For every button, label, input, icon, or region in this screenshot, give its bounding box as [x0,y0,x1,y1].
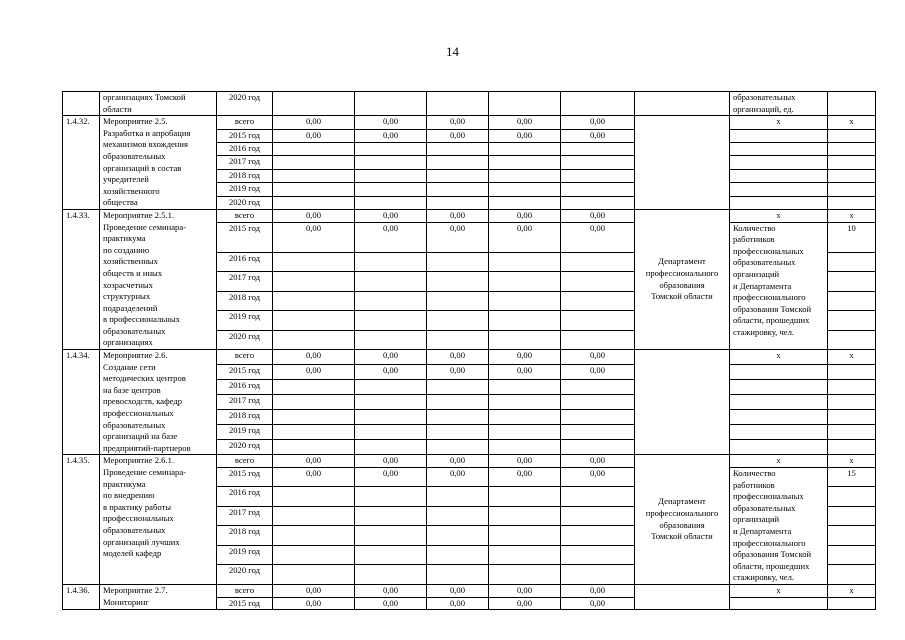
funding-value: 0,00 [273,222,355,252]
funding-value [427,196,489,209]
funding-value: 0,00 [273,584,355,597]
funding-value: 0,00 [355,365,427,380]
responsible-department [635,92,730,116]
funding-value [489,565,561,585]
indicator-value [828,487,876,506]
funding-value [427,506,489,525]
funding-value: 0,00 [561,597,635,610]
funding-value [355,196,427,209]
year-cell: 2015 год [217,597,273,610]
funding-value [273,440,355,455]
funding-value [561,169,635,182]
funding-value [561,380,635,395]
indicator-cell [730,196,828,209]
year-cell: 2017 год [217,156,273,169]
year-cell: всего [217,584,273,597]
indicator-value [828,330,876,350]
funding-value [489,526,561,545]
funding-value [273,92,355,116]
year-cell: 2017 год [217,506,273,525]
year-cell: 2018 год [217,169,273,182]
funding-value [273,142,355,155]
funding-value [561,142,635,155]
funding-value [355,440,427,455]
indicator-value: х [828,209,876,222]
funding-value [355,156,427,169]
funding-value: 0,00 [489,116,561,129]
funding-value [427,425,489,440]
funding-value [355,425,427,440]
funding-value: 0,00 [273,116,355,129]
funding-value: 0,00 [355,468,427,487]
indicator-value [828,597,876,610]
indicator-value: 10 [828,222,876,252]
indicator-value [828,395,876,410]
indicator-value: х [828,584,876,597]
funding-value [489,311,561,330]
funding-value: 0,00 [355,116,427,129]
activity-number [63,92,100,116]
year-cell: 2015 год [217,365,273,380]
funding-value: 0,00 [561,222,635,252]
funding-value [561,440,635,455]
funding-value: 0,00 [561,584,635,597]
funding-value [355,487,427,506]
year-cell: всего [217,209,273,222]
funding-value [561,395,635,410]
funding-value [489,272,561,291]
indicator-cell [730,440,828,455]
year-cell: 2016 год [217,252,273,271]
funding-value [489,92,561,116]
indicator-value [828,440,876,455]
funding-value: 0,00 [427,350,489,365]
funding-value [355,169,427,182]
year-cell: 2020 год [217,565,273,585]
funding-value [489,183,561,196]
activity-name: Мероприятие 2.6. Создание сети методических центров на базе центров превосходств, кафедр профессиональных образовательных организаций на базе предприятий-партнеров [100,350,217,455]
funding-value [427,330,489,350]
funding-value [427,291,489,310]
funding-value: 0,00 [355,222,427,252]
year-cell: всего [217,116,273,129]
year-cell: 2015 год [217,222,273,252]
activity-name: Мероприятие 2.5.1. Проведение семинара- практикума по созданию хозяйственных обществ и иных хозрасчетных структурных подразделений в профессиональных образовательных организациях [100,209,217,349]
year-cell: 2017 год [217,395,273,410]
funding-value [561,291,635,310]
funding-value [427,440,489,455]
funding-value [561,425,635,440]
indicator-value: х [828,116,876,129]
funding-value [489,410,561,425]
indicator-value: х [828,455,876,468]
funding-value: 0,00 [489,365,561,380]
funding-value [561,252,635,271]
funding-value: 0,00 [273,468,355,487]
year-cell: 2020 год [217,196,273,209]
funding-value [273,169,355,182]
funding-value [273,487,355,506]
funding-value [273,330,355,350]
indicator-value [828,272,876,291]
funding-value [355,565,427,585]
year-cell: 2018 год [217,410,273,425]
indicator-value [828,169,876,182]
funding-value: 0,00 [561,209,635,222]
activity-name: Мероприятие 2.5. Разработка и апробация механизмов вхождения образовательных организаций в состав учредителей хозяйственного общества [100,116,217,210]
indicator-value [828,142,876,155]
funding-value [273,395,355,410]
activity-number: 1.4.33. [63,209,100,349]
indicator-value: 15 [828,468,876,487]
year-cell: всего [217,350,273,365]
indicator-cell [730,597,828,610]
funding-value: 0,00 [355,209,427,222]
indicator-cell [730,169,828,182]
funding-value [489,142,561,155]
funding-value: 0,00 [561,468,635,487]
activity-number: 1.4.32. [63,116,100,210]
responsible-department: Департамент профессионального образования Томской области [635,209,730,349]
funding-value [489,545,561,564]
funding-value [561,526,635,545]
funding-value [355,291,427,310]
funding-value [427,311,489,330]
funding-value [561,183,635,196]
activity-name: Мероприятие 2.7. Мониторинг [100,584,217,609]
indicator-value [828,196,876,209]
funding-value [561,330,635,350]
indicator-text: Количество работников профессиональных образовательных организаций и Департамента профессионального образования Томской области, прошедших стажировку, чел. [730,222,828,350]
indicator-text: Количество работников профессиональных образовательных организаций и Департамента профессионального образования Томской области, прошедших стажировку, чел. [730,468,828,585]
funding-value [427,252,489,271]
indicator-cell [730,380,828,395]
funding-value [355,506,427,525]
funding-value: 0,00 [427,468,489,487]
indicator-cell [730,425,828,440]
indicator-value [828,291,876,310]
indicator-value [828,365,876,380]
year-cell: 2019 год [217,311,273,330]
indicator-value [828,565,876,585]
funding-value [561,545,635,564]
funding-value [489,440,561,455]
indicator-cell [730,129,828,142]
funding-value [489,252,561,271]
funding-value: 0,00 [273,365,355,380]
indicator-cell: х [730,455,828,468]
funding-value [561,565,635,585]
year-cell: 2015 год [217,468,273,487]
funding-value [427,156,489,169]
funding-value [355,410,427,425]
funding-value [489,169,561,182]
funding-value [427,395,489,410]
funding-value [427,183,489,196]
funding-value [561,506,635,525]
funding-value: 0,00 [489,584,561,597]
indicator-value [828,526,876,545]
indicator-value [828,156,876,169]
funding-value: 0,00 [561,129,635,142]
page-number: 14 [446,44,459,59]
funding-value [355,380,427,395]
indicator-value [828,410,876,425]
funding-value: 0,00 [489,209,561,222]
funding-value: 0,00 [427,209,489,222]
indicator-cell [730,395,828,410]
year-cell: 2020 год [217,440,273,455]
funding-value [489,330,561,350]
responsible-department [635,584,730,609]
funding-value: 0,00 [489,222,561,252]
funding-value [355,142,427,155]
funding-value: 0,00 [355,350,427,365]
funding-value: 0,00 [561,350,635,365]
funding-value: 0,00 [427,597,489,610]
activity-number: 1.4.34. [63,350,100,455]
table-row [63,584,876,597]
funding-value [427,272,489,291]
indicator-cell [730,410,828,425]
funding-value [561,156,635,169]
table-row [63,116,876,129]
funding-value [427,380,489,395]
table-row [63,350,876,365]
funding-value: 0,00 [273,455,355,468]
funding-value [561,410,635,425]
indicator-value [828,425,876,440]
indicator-cell: х [730,209,828,222]
funding-value [489,506,561,525]
indicator-cell [730,142,828,155]
funding-value [561,311,635,330]
funding-value [355,395,427,410]
indicator-value [828,506,876,525]
indicator-value [828,252,876,271]
funding-value [273,156,355,169]
table-row [63,455,876,468]
funding-value [489,291,561,310]
funding-value: 0,00 [427,365,489,380]
funding-value [355,311,427,330]
funding-value [489,156,561,169]
funding-value: 0,00 [427,455,489,468]
indicator-cell [730,156,828,169]
program-activities-table [62,91,876,610]
year-cell: 2020 год [217,330,273,350]
year-cell: 2017 год [217,272,273,291]
funding-value: 0,00 [561,365,635,380]
funding-value [489,487,561,506]
funding-value [355,330,427,350]
indicator-value [828,380,876,395]
funding-value [273,526,355,545]
indicator-value: х [828,350,876,365]
indicator-value [828,183,876,196]
funding-value [561,272,635,291]
year-cell: 2016 год [217,142,273,155]
funding-value: 0,00 [561,455,635,468]
year-cell: 2016 год [217,487,273,506]
indicator-value [828,92,876,116]
indicator-cell [730,183,828,196]
funding-value [273,380,355,395]
funding-value [427,142,489,155]
indicator-cell: х [730,116,828,129]
funding-value [489,425,561,440]
funding-value [273,311,355,330]
funding-value [355,252,427,271]
table-row [63,209,876,222]
indicator-value [828,545,876,564]
funding-value: 0,00 [561,116,635,129]
indicator-value [828,311,876,330]
funding-value: 0,00 [427,116,489,129]
year-cell: 2018 год [217,291,273,310]
funding-value [273,506,355,525]
funding-value [273,410,355,425]
indicator-value [828,129,876,142]
funding-value [355,526,427,545]
funding-value: 0,00 [427,222,489,252]
year-cell: 2019 год [217,425,273,440]
indicator-cell: х [730,350,828,365]
funding-value [355,545,427,564]
funding-value [273,545,355,564]
year-cell: 2015 год [217,129,273,142]
indicator-cell [730,365,828,380]
funding-value: 0,00 [489,455,561,468]
funding-value: 0,00 [489,129,561,142]
funding-value [427,487,489,506]
funding-value [489,196,561,209]
funding-value [355,272,427,291]
funding-value: 0,00 [355,597,427,610]
year-cell: 2020 год [217,92,273,116]
funding-value [273,565,355,585]
funding-value [561,196,635,209]
year-cell: 2016 год [217,380,273,395]
funding-value [489,380,561,395]
funding-value: 0,00 [489,468,561,487]
year-cell: 2018 год [217,526,273,545]
funding-value [273,196,355,209]
funding-value [561,487,635,506]
indicator-cell: х [730,584,828,597]
funding-value [273,272,355,291]
funding-value [355,92,427,116]
funding-value: 0,00 [273,350,355,365]
year-cell: 2019 год [217,545,273,564]
funding-value: 0,00 [355,584,427,597]
indicator-text: образовательных организаций, ед. [730,92,828,116]
year-cell: 2019 год [217,183,273,196]
funding-value [355,183,427,196]
year-cell: всего [217,455,273,468]
funding-value [489,395,561,410]
funding-value [427,565,489,585]
responsible-department [635,350,730,455]
funding-value: 0,00 [427,129,489,142]
activity-name: организациях Томской области [100,92,217,116]
funding-value: 0,00 [273,597,355,610]
funding-value: 0,00 [355,129,427,142]
funding-value: 0,00 [427,584,489,597]
funding-value: 0,00 [489,350,561,365]
funding-value [427,92,489,116]
funding-value: 0,00 [273,129,355,142]
funding-value [427,526,489,545]
responsible-department [635,116,730,210]
funding-value: 0,00 [489,597,561,610]
funding-value [273,291,355,310]
funding-value [427,410,489,425]
activity-name: Мероприятие 2.6.1. Проведение семинара- практикума по внедрению в практику работы профессиональных образовательных организаций лучших моделей кафедр [100,455,217,585]
table-row [63,92,876,116]
funding-value [273,425,355,440]
funding-value: 0,00 [355,455,427,468]
activity-number: 1.4.35. [63,455,100,585]
funding-value [427,169,489,182]
funding-value: 0,00 [273,209,355,222]
activity-number: 1.4.36. [63,584,100,609]
responsible-department: Департамент профессионального образования Томской области [635,455,730,585]
funding-value [561,92,635,116]
funding-value [273,252,355,271]
funding-value [427,545,489,564]
funding-value [273,183,355,196]
